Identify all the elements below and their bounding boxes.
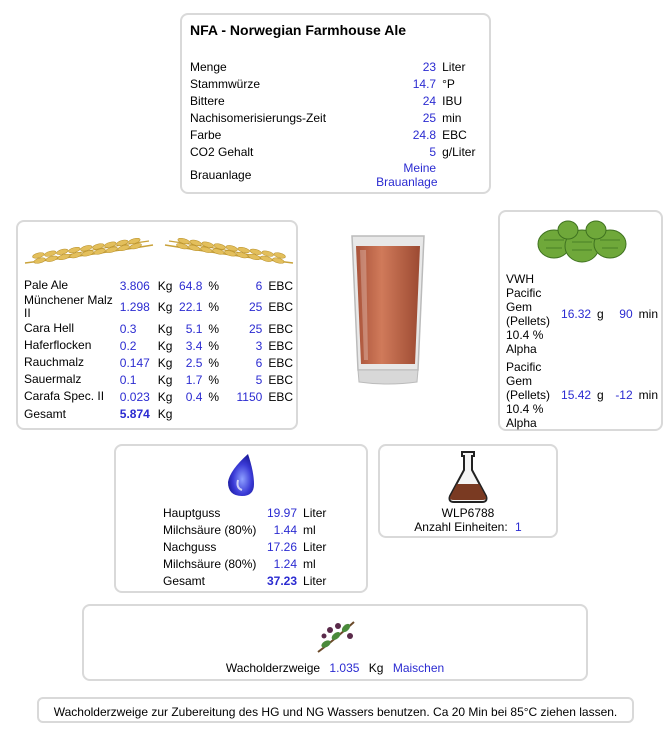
water-unit: Liter	[303, 505, 327, 520]
hop-time: 90	[619, 307, 633, 321]
malt-ebc: 25	[248, 321, 263, 336]
recipe-row	[187, 58, 487, 75]
malt-card	[16, 220, 298, 430]
beer-glass-icon	[348, 230, 428, 388]
hop-time: -12	[615, 388, 633, 402]
water-table	[160, 504, 329, 589]
recipe-row-unit: IBU	[442, 93, 463, 108]
water-value: 17.26	[267, 539, 298, 554]
water-row	[160, 521, 329, 538]
malt-percent-symbol: %	[208, 389, 220, 404]
malt-percent-symbol: %	[208, 278, 220, 293]
malt-ebc: 1150	[236, 389, 263, 404]
recipe-row-label: Bittere	[190, 93, 225, 108]
recipe-row-label: CO2 Gehalt	[190, 144, 254, 159]
recipe-row	[187, 143, 487, 160]
yeast-card	[378, 444, 558, 538]
hop-amount: 15.42	[561, 388, 592, 402]
malt-ebc-unit: EBC	[268, 372, 293, 387]
malt-ebc: 25	[248, 300, 263, 314]
malt-percent: 22.1	[179, 300, 203, 314]
water-value: 19.97	[267, 505, 298, 520]
note-box	[37, 697, 634, 723]
malt-name: Carafa Spec. II	[24, 389, 105, 403]
hop-unit: g	[597, 388, 604, 402]
hops-card	[498, 210, 663, 431]
yeast-units-row	[380, 520, 556, 534]
recipe-row-unit: min	[442, 110, 462, 125]
misc-step: Maischen	[392, 661, 445, 675]
malt-ebc-unit: EBC	[268, 355, 293, 370]
malt-unit: Kg	[157, 338, 173, 353]
recipe-row-unit: °P	[442, 76, 455, 91]
malt-amount: 0.147	[119, 355, 150, 370]
malt-name: Haferflocken	[24, 338, 92, 352]
hop-time-unit: min	[638, 388, 658, 402]
recipe-summary-card	[180, 13, 491, 194]
recipe-row-value: 24	[422, 93, 437, 108]
malt-row	[21, 354, 296, 371]
malt-percent: 3.4	[185, 338, 203, 353]
water-label: Hauptguss	[163, 505, 221, 520]
juniper-branch-icon	[314, 616, 360, 656]
malt-ebc-unit: EBC	[268, 300, 293, 314]
flask-icon	[446, 450, 490, 504]
recipe-row-label: Nachisomerisierungs-Zeit	[190, 110, 327, 125]
note-text: Wacholderzweige zur Zubereitung des HG und NG Wassers benutzen. Ca 20 Min bei 85°C ziehen lassen.	[53, 705, 618, 719]
recipe-row-value: 24.8	[412, 127, 437, 142]
malt-ebc-unit: EBC	[268, 389, 293, 404]
malt-amount: 0.023	[119, 389, 150, 404]
malt-name: Cara Hell	[24, 321, 75, 335]
malt-name: Sauermalz	[24, 372, 82, 386]
malt-percent: 0.4	[185, 389, 203, 404]
malt-name: Rauchmalz	[24, 355, 85, 369]
yeast-units-value: 1	[515, 520, 522, 534]
recipe-row	[187, 75, 487, 92]
malt-row	[21, 277, 296, 294]
hop-unit: g	[597, 307, 604, 321]
hop-amount: 16.32	[561, 307, 592, 321]
malt-amount: 0.2	[119, 338, 137, 353]
malt-unit: Kg	[157, 300, 173, 314]
malt-ebc-unit: EBC	[268, 278, 293, 293]
recipe-row-value: 25	[422, 110, 437, 125]
recipe-row-unit: Liter	[442, 59, 466, 74]
misc-card	[82, 604, 588, 681]
water-row	[160, 504, 329, 521]
malt-amount: 0.3	[119, 321, 137, 336]
malt-amount: 0.1	[119, 372, 137, 387]
misc-name: Wacholderzweige	[225, 661, 321, 675]
malt-row	[21, 294, 296, 320]
misc-unit: Kg	[368, 661, 384, 675]
water-label: Nachguss	[163, 539, 217, 554]
water-total-label: Gesamt	[163, 573, 206, 588]
recipe-row-value: 5	[429, 144, 437, 159]
malt-percent: 2.5	[185, 355, 203, 370]
water-unit: Liter	[303, 539, 327, 554]
malt-name: Pale Ale	[24, 278, 69, 292]
malt-ebc-unit: EBC	[268, 321, 293, 336]
hops-table	[503, 270, 661, 432]
malt-percent-symbol: %	[208, 372, 220, 387]
hop-row	[503, 270, 661, 358]
malt-unit: Kg	[157, 278, 173, 293]
yeast-units-label: Anzahl Einheiten:	[414, 520, 508, 534]
water-total-value: 37.23	[267, 573, 298, 588]
brauanlage-label: Brauanlage	[190, 168, 252, 182]
recipe-row-unit: EBC	[442, 127, 467, 142]
recipe-row-label: Menge	[190, 59, 227, 74]
water-unit: ml	[303, 522, 316, 537]
malt-ebc: 3	[255, 338, 263, 353]
misc-amount: 1.035	[329, 661, 360, 675]
malt-percent: 5.1	[185, 321, 203, 336]
water-total-row	[160, 572, 329, 589]
recipe-title: NFA - Norwegian Farmhouse Ale	[190, 22, 406, 38]
malt-percent: 64.8	[179, 278, 203, 293]
malt-table	[21, 277, 296, 422]
hop-row	[503, 358, 661, 432]
hops-icon	[534, 216, 630, 270]
malt-row	[21, 371, 296, 388]
malt-amount: 1.298	[119, 300, 150, 314]
recipe-row-unit: g/Liter	[442, 144, 476, 159]
hop-name: VWH Pacific Gem (Pellets) 10.4 % Alpha	[506, 272, 551, 356]
malt-total-label: Gesamt	[24, 406, 67, 421]
wheat-icon	[21, 225, 297, 273]
recipe-row-label: Stammwürze	[190, 76, 261, 91]
misc-row	[84, 661, 586, 675]
recipe-row	[187, 126, 487, 143]
recipe-row-label: Farbe	[190, 127, 222, 142]
malt-percent: 1.7	[185, 372, 203, 387]
malt-ebc: 6	[255, 278, 263, 293]
water-card	[114, 444, 368, 593]
recipe-table	[187, 58, 487, 190]
malt-total-row	[21, 405, 296, 422]
malt-percent-symbol: %	[208, 355, 220, 370]
malt-row	[21, 388, 296, 405]
malt-amount: 3.806	[119, 278, 150, 293]
water-drop-icon	[220, 452, 260, 500]
malt-percent-symbol: %	[208, 338, 220, 353]
malt-ebc: 5	[255, 372, 263, 387]
malt-unit: Kg	[157, 389, 173, 404]
yeast-name: WLP6788	[441, 506, 495, 520]
water-row	[160, 538, 329, 555]
malt-name: Münchener Malz II	[24, 293, 113, 320]
water-unit: ml	[303, 556, 316, 571]
malt-total-value: 5.874	[119, 406, 150, 421]
recipe-row	[187, 109, 487, 126]
hop-time-unit: min	[638, 307, 658, 321]
water-row	[160, 555, 329, 572]
hop-name: Pacific Gem (Pellets) 10.4 % Alpha	[506, 360, 551, 430]
water-value: 1.24	[273, 556, 298, 571]
water-label: Milchsäure (80%)	[163, 556, 257, 571]
malt-unit: Kg	[157, 321, 173, 336]
malt-total-unit: Kg	[157, 406, 173, 421]
malt-row	[21, 337, 296, 354]
malt-ebc-unit: EBC	[268, 338, 293, 353]
malt-unit: Kg	[157, 355, 173, 370]
recipe-row-value: 14.7	[412, 76, 437, 91]
malt-ebc: 6	[255, 355, 263, 370]
malt-percent-symbol: %	[208, 300, 220, 314]
water-total-unit: Liter	[303, 573, 327, 588]
water-value: 1.44	[273, 522, 298, 537]
malt-percent-symbol: %	[208, 321, 220, 336]
recipe-row-value: 23	[422, 59, 437, 74]
water-label: Milchsäure (80%)	[163, 522, 257, 537]
malt-unit: Kg	[157, 372, 173, 387]
brauanlage-link[interactable]: Meine Brauanlage	[376, 161, 438, 189]
recipe-row	[187, 92, 487, 109]
malt-row	[21, 320, 296, 337]
